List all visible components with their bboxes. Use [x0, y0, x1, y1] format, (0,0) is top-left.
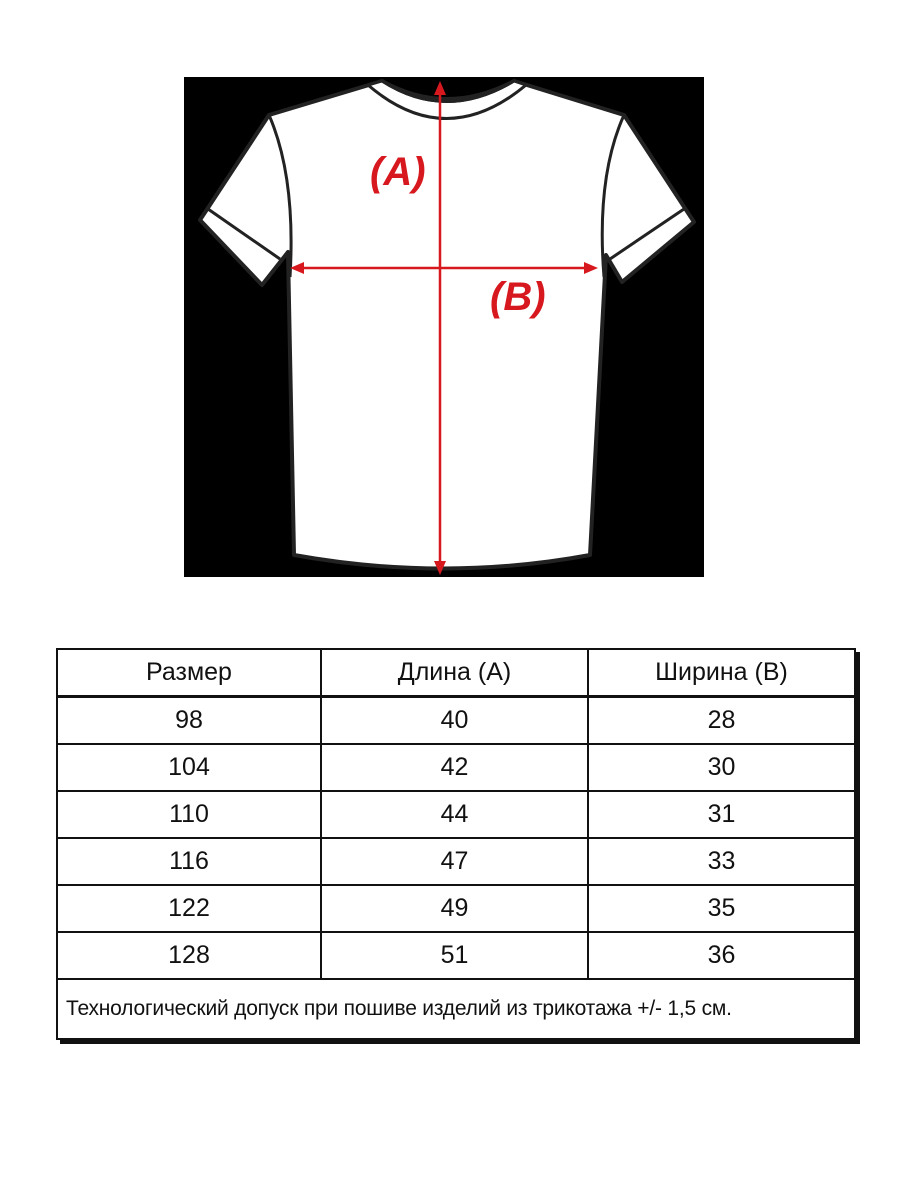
table-row: [57, 791, 855, 838]
table-row: [57, 697, 855, 745]
table-header-row: [57, 649, 855, 697]
cell-length: 51: [321, 932, 588, 979]
tshirt-diagram: [184, 77, 704, 577]
cell-size: 116: [57, 838, 321, 885]
cell-width: 30: [588, 744, 855, 791]
cell-size: 128: [57, 932, 321, 979]
cell-length: 42: [321, 744, 588, 791]
cell-size: 104: [57, 744, 321, 791]
cell-width: 28: [588, 697, 855, 745]
table-note-row: [57, 979, 855, 1039]
size-chart: [56, 648, 858, 1040]
cell-width: 31: [588, 791, 855, 838]
cell-length: 47: [321, 838, 588, 885]
cell-size: 110: [57, 791, 321, 838]
table-row: [57, 885, 855, 932]
table-row: [57, 838, 855, 885]
header-width: Ширина (В): [588, 649, 855, 697]
header-length: Длина (А): [321, 649, 588, 697]
tolerance-note: Технологический допуск при пошиве изделий из трикотажа +/- 1,5 см.: [57, 979, 855, 1039]
cell-length: 49: [321, 885, 588, 932]
table-row: [57, 744, 855, 791]
label-a: (A): [370, 150, 426, 194]
cell-width: 33: [588, 838, 855, 885]
header-size: Размер: [57, 649, 321, 697]
cell-length: 40: [321, 697, 588, 745]
label-b: (B): [490, 275, 546, 319]
tshirt-measurement-figure: [184, 77, 704, 577]
cell-size: 122: [57, 885, 321, 932]
size-table: [56, 648, 856, 1040]
cell-size: 98: [57, 697, 321, 745]
cell-width: 35: [588, 885, 855, 932]
cell-length: 44: [321, 791, 588, 838]
cell-width: 36: [588, 932, 855, 979]
table-row: [57, 932, 855, 979]
